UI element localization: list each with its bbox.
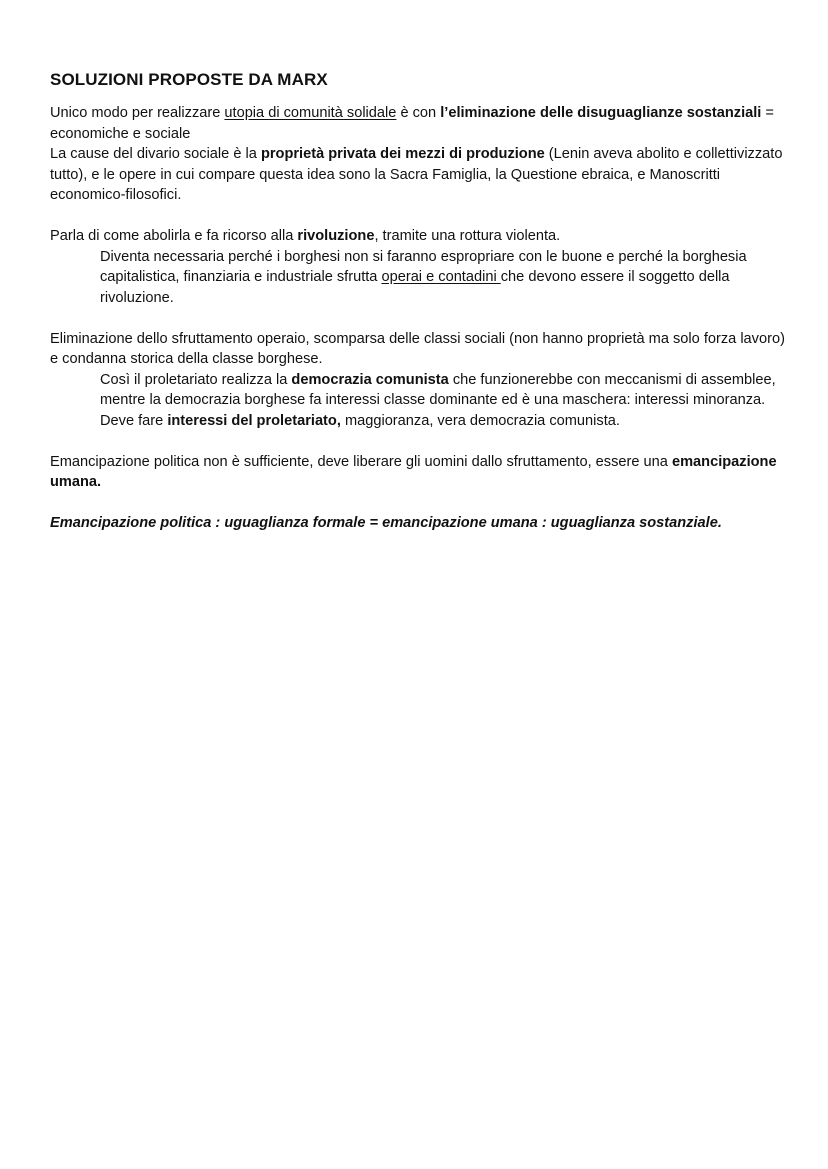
text: Emancipazione politica non è sufficiente, deve liberare gli uomini dallo sfruttamento, essere una bbox=[50, 453, 672, 470]
spacer bbox=[50, 206, 788, 227]
text: Eliminazione dello sfruttamento operaio, scomparsa delle classi sociali (non hanno proprietà ma solo forza lavoro) e condanna storica della classe borghese. bbox=[50, 330, 785, 367]
text: , tramite una rottura violenta. bbox=[374, 228, 561, 244]
text: che devono essere il soggetto della rivoluzione. bbox=[100, 269, 730, 306]
paragraph-necessity bbox=[50, 247, 788, 309]
underlined-text: utopia di comunità solidale bbox=[224, 105, 397, 121]
paragraph-proletariat bbox=[50, 411, 788, 432]
spacer bbox=[50, 493, 788, 514]
text: che funzionerebbe con meccanismi di assemblee, mentre la democrazia borghese fa interessi classe dominante ed è una maschera: interessi minoranza. bbox=[100, 371, 776, 408]
paragraph-utopia bbox=[50, 103, 788, 144]
text: maggioranza, vera democrazia comunista. bbox=[340, 412, 620, 429]
bold-text: interessi del proletariato, bbox=[167, 412, 341, 429]
text: (Lenin aveva abolito e collettivizzato tutto), e le opere in cui compare questa idea sono la Sacra Famiglia, la Questione ebraica, e Manoscritti economico-filosofici. bbox=[50, 146, 783, 203]
text: è con bbox=[396, 105, 441, 121]
paragraph-revolution bbox=[50, 226, 788, 247]
text: Parla di come abolirla e fa ricorso alla bbox=[50, 228, 298, 244]
bold-text: emancipazione umana. bbox=[50, 453, 777, 490]
paragraph-elimination bbox=[50, 329, 788, 370]
text: Così il proletariato realizza la bbox=[100, 371, 292, 388]
underlined-text: operai e contadini bbox=[381, 269, 501, 285]
text: Diventa necessaria perché i borghesi non si faranno espropriare con le buone e perché la borghesia capitalistica, finanziaria e industriale sfrutta bbox=[100, 248, 747, 285]
spacer bbox=[50, 308, 788, 329]
bold-text: rivoluzione bbox=[297, 228, 375, 244]
paragraph-democracy bbox=[50, 370, 788, 411]
bold-text: l’eliminazione delle disuguaglianze sostanziali bbox=[440, 105, 762, 121]
bold-text: proprietà privata dei mezzi di produzione bbox=[260, 146, 545, 162]
text: La cause del divario sociale è la bbox=[50, 146, 261, 162]
page-title: SOLUZIONI PROPOSTE DA MARX bbox=[50, 70, 328, 89]
paragraph-emancipation bbox=[50, 452, 788, 493]
paragraph-formula bbox=[50, 513, 788, 534]
bold-text: democrazia comunista bbox=[291, 371, 449, 388]
text: Deve fare bbox=[100, 412, 168, 429]
text: Unico modo per realizzare bbox=[50, 105, 225, 121]
text: = economiche e sociale bbox=[50, 105, 774, 142]
bold-italic-text: Emancipazione politica : uguaglianza formale = emancipazione umana : uguaglianza sostanziale. bbox=[50, 515, 722, 531]
paragraph-causes bbox=[50, 144, 788, 206]
spacer bbox=[50, 431, 788, 452]
